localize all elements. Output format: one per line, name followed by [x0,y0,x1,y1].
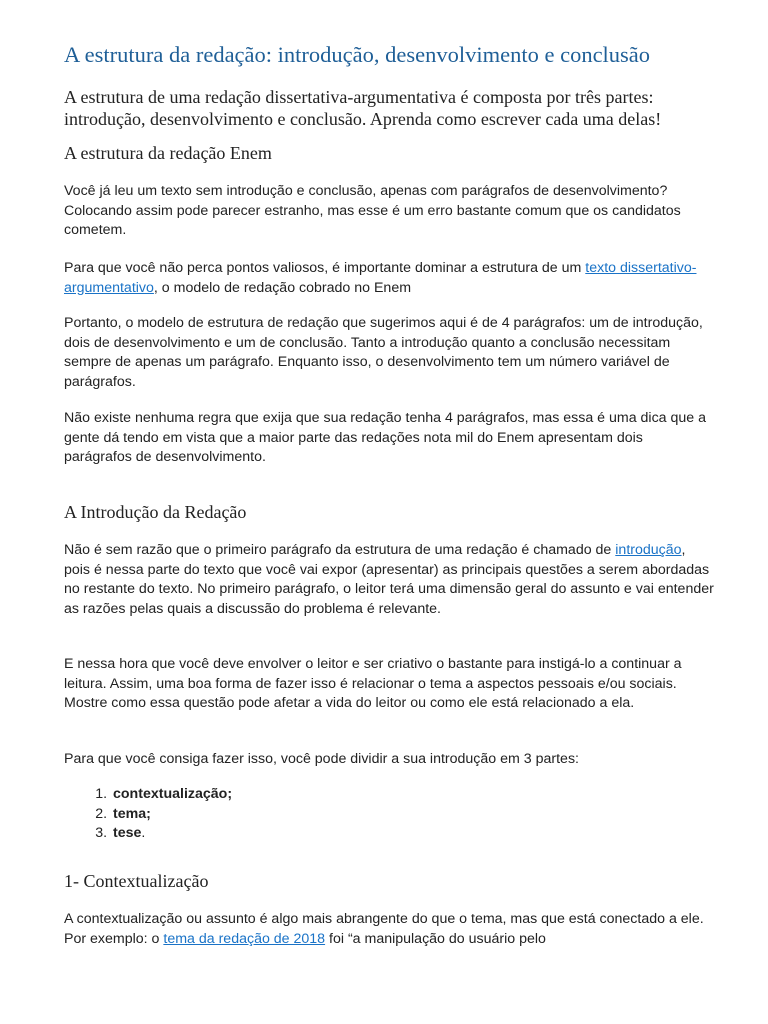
link-tema-redacao-2018[interactable]: tema da redação de 2018 [163,930,326,947]
paragraph [64,541,714,619]
paragraph-text: Não é sem razão que o primeiro parágrafo da estrutura de uma redação é chamado de [64,542,616,558]
list-item [111,785,232,805]
list-item-bold: contextualização; [113,786,233,802]
section-heading-contextualizacao: 1- Contextualização [64,871,209,891]
section-heading-introducao: A Introdução da Redação [64,502,247,522]
paragraph: Você já leu um texto sem introdução e conclusão, apenas com parágrafos de desenvolvimento? Colocando assim pode parecer estranho, mas esse é um erro bastante comum que os candidatos cometem. [64,183,681,238]
link-introducao[interactable]: introdução [615,542,682,558]
paragraph-text: A contextualização ou assunto é algo mais abrangente do que o tema, mas que está conectado a ele. Por exemplo: o [64,911,704,947]
paragraph: E nessa hora que você deve envolver o leitor e ser criativo o bastante para instigá-lo a continuar a leitura. Assim, uma boa forma de fazer isso é relacionar o tema a aspectos pessoais e/ou sociais. Mostre como essa questão pode afetar a vida do leitor ou como ele está relacionado a ela. [64,656,682,711]
lead-paragraph: A estrutura de uma redação dissertativa-argumentativa é composta por três partes: introdução, desenvolvimento e conclusão. Aprenda como escrever cada uma delas! [64,87,662,129]
list-item-rest: . [141,825,146,841]
paragraph-text: Para que você não perca pontos valiosos, é importante dominar a estrutura de um [64,260,586,276]
list-item [111,824,232,844]
paragraph [64,910,714,949]
paragraph: Portanto, o modelo de estrutura de redação que sugerimos aqui é de 4 parágrafos: um de introdução, dois de desenvolvimento e um de conclusão. Tanto a introdução quanto a conclusão necessitam sempre de apenas um parágrafo. Enquanto isso, o desenvolvimento tem um número variável de parágrafos. [64,315,703,390]
list-item-bold: tema; [113,805,151,822]
paragraph: Não existe nenhuma regra que exija que sua redação tenha 4 parágrafos, mas essa é uma dica que a gente dá tendo em vista que a maior parte das redações nota mil do Enem apresentam dois parágrafos de desenvolvimento. [64,410,706,465]
introduction-parts-list [64,785,232,844]
paragraph-text: , o modelo de redação cobrado no Enem [153,279,412,296]
link-texto-dissertativo-argumentativo[interactable]: texto dissertativo-argumentativo [64,260,697,296]
paragraph-text: , pois é nessa parte do texto que você vai expor (apresentar) as principais questões a serem abordadas no restante do texto. No primeiro parágrafo, o leitor terá uma dimensão geral do assunto e vai entender as razões pelas quais a discussão do problema é relevante. [64,542,714,617]
list-item-bold: tese [113,825,142,841]
list-item [111,805,232,825]
article-title: A estrutura da redação: introdução, desenvolvimento e conclusão [64,42,651,67]
paragraph: Para que você consiga fazer isso, você pode dividir a sua introdução em 3 partes: [64,751,579,767]
paragraph-text: foi “a manipulação do usuário pelo [325,930,546,947]
section-heading-enem: A estrutura da redação Enem [64,143,272,163]
paragraph [64,259,714,298]
